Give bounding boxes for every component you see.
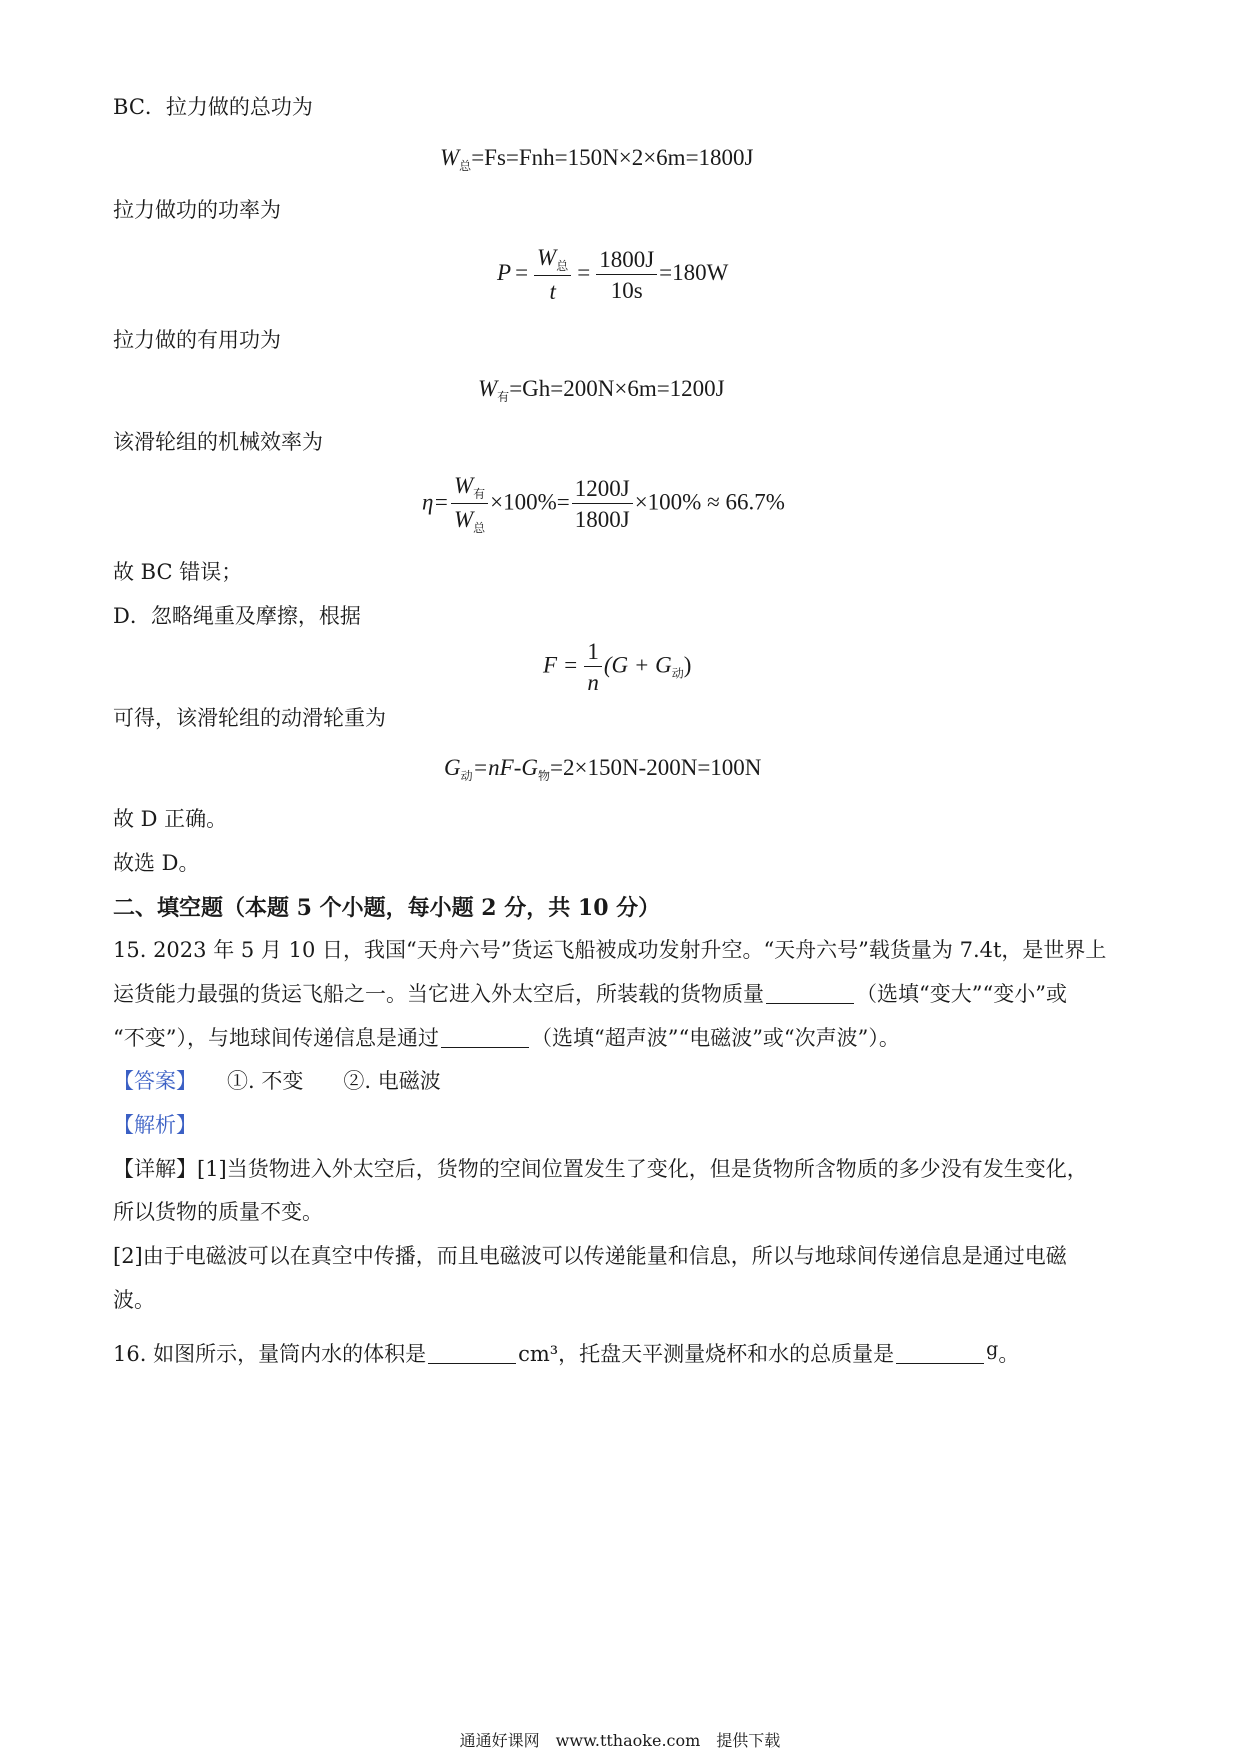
d-then: 可得，该滑轮组的动滑轮重为 — [113, 706, 386, 730]
page-footer: 通通好课网 www.tthaoke.com 提供下载 — [459, 1731, 781, 1750]
eq-symbol: G — [444, 755, 461, 780]
detail-line4: 波。 — [113, 1288, 155, 1312]
eq-subscript: 有 — [473, 487, 486, 501]
q15-text: （选填“超声波”“电磁波”或“次声波”）。 — [530, 1026, 900, 1050]
eq-body: =nF-G — [472, 755, 538, 780]
q16-text: ，托盘天平测量烧杯和水的总质量是 — [558, 1342, 895, 1366]
q15-text: （选填“变大”“变小”或 — [856, 982, 1067, 1006]
equation-power — [497, 246, 728, 303]
eq-body: =Gh=200N×6m=1200J — [509, 376, 725, 401]
eq-sign: = — [577, 259, 591, 285]
eq-subscript: 动 — [460, 769, 473, 783]
eq-result: ×100% ≈ 66.7% — [634, 489, 785, 515]
detail-text: [1]当货物进入外太空后，货物的空间位置发生了变化，但是货物所含物质的多少没有发生变化， — [197, 1157, 1088, 1181]
q16-line — [113, 1340, 1019, 1365]
q15-text: “不变”），与地球间传递信息是通过 — [113, 1026, 439, 1050]
eq-body: =Fs=Fnh=150N×2×6m=1800J — [471, 145, 754, 170]
eq-subscript: 总 — [556, 259, 569, 273]
answer-blank — [896, 1345, 984, 1364]
detail-line1 — [113, 1159, 1088, 1180]
eq-subscript: 有 — [497, 390, 510, 404]
d-intro: D．忽略绳重及摩擦，根据 — [113, 604, 361, 628]
fraction — [596, 248, 657, 302]
fraction — [451, 474, 488, 534]
answer-2: ②. 电磁波 — [343, 1069, 441, 1093]
eq-symbol: F = — [543, 652, 579, 678]
eq-result: =180W — [659, 259, 729, 285]
power-intro: 拉力做功的功率为 — [113, 198, 281, 222]
choose-d: 故选 D。 — [113, 851, 200, 875]
eq-body: ×100%= — [490, 489, 570, 515]
answer-1: ①. 不变 — [227, 1069, 304, 1093]
efficiency-intro: 该滑轮组的机械效率为 — [113, 430, 323, 454]
eq-subscript: 物 — [537, 769, 550, 783]
eq-denominator: 10s — [610, 277, 643, 303]
eq-numerator: 1200J — [572, 477, 633, 504]
eq-denominator: 1800J — [574, 507, 630, 532]
eq-numerator: 1800J — [596, 248, 657, 275]
q15-line3 — [113, 1028, 900, 1049]
answer-label: 【答案】 — [113, 1069, 197, 1093]
eq-subscript: 总 — [473, 521, 486, 535]
bc-wrong: 故 BC 错误； — [113, 560, 243, 584]
bc-intro: BC．拉力做的总功为 — [113, 95, 313, 119]
equation-force — [543, 640, 691, 694]
eq-symbol: W — [440, 145, 460, 170]
equation-pulley-weight — [444, 756, 761, 782]
d-correct: 故 D 正确。 — [113, 807, 228, 831]
equation-total-work — [440, 146, 754, 172]
detail-line3: [2]由于电磁波可以在真空中传播，而且电磁波可以传递能量和信息，所以与地球间传递信息是通过电磁 — [113, 1244, 1067, 1268]
eq-denominator: n — [587, 670, 599, 695]
eq-numerator: W — [453, 473, 474, 498]
q15-text: 运货能力最强的货运飞船之一。当它进入外太空后，所装载的货物质量 — [113, 982, 764, 1006]
eq-symbol: P — [497, 259, 512, 285]
eq-symbol: W — [478, 376, 498, 401]
q16-text: 16. 如图所示，量筒内水的体积是 — [113, 1342, 427, 1366]
eq-subscript: 动 — [671, 666, 684, 681]
fraction — [572, 477, 633, 531]
equation-useful-work — [478, 377, 725, 403]
answer-blank — [766, 985, 854, 1004]
answer-row — [113, 1071, 441, 1092]
eq-subscript: 总 — [459, 159, 472, 173]
eq-denominator: t — [549, 279, 556, 304]
q16-unit: g — [986, 1338, 999, 1360]
eq-body: ) — [683, 652, 692, 678]
section-heading: 二、填空题（本题 5 个小题，每小题 2 分，共 10 分） — [113, 895, 661, 921]
q15-line2 — [113, 984, 1067, 1005]
q16-unit: cm³ — [518, 1342, 559, 1366]
eq-body: (G + G — [603, 652, 672, 678]
eq-denominator: W — [453, 507, 474, 532]
eq-sign: = — [515, 259, 529, 285]
q15-line1: 15. 2023 年 5 月 10 日，我国“天舟六号”货运飞船被成功发射升空。“天舟六号”载货量为 7.4t，是世界上 — [113, 938, 1107, 962]
q16-text: 。 — [998, 1342, 1020, 1366]
detail-line2: 所以货物的质量不变。 — [113, 1200, 323, 1224]
eq-symbol: η= — [422, 489, 449, 515]
answer-blank — [428, 1345, 516, 1364]
fraction — [584, 640, 602, 694]
answer-blank — [441, 1029, 529, 1048]
fraction — [534, 246, 571, 303]
eq-numerator: 1 — [584, 640, 602, 667]
useful-intro: 拉力做的有用功为 — [113, 328, 281, 352]
eq-numerator: W — [537, 245, 557, 270]
analysis-label: 【解析】 — [113, 1113, 197, 1137]
detail-label: 【详解】 — [113, 1157, 197, 1181]
equation-efficiency — [422, 474, 785, 534]
eq-body: =2×150N-200N=100N — [550, 755, 762, 780]
